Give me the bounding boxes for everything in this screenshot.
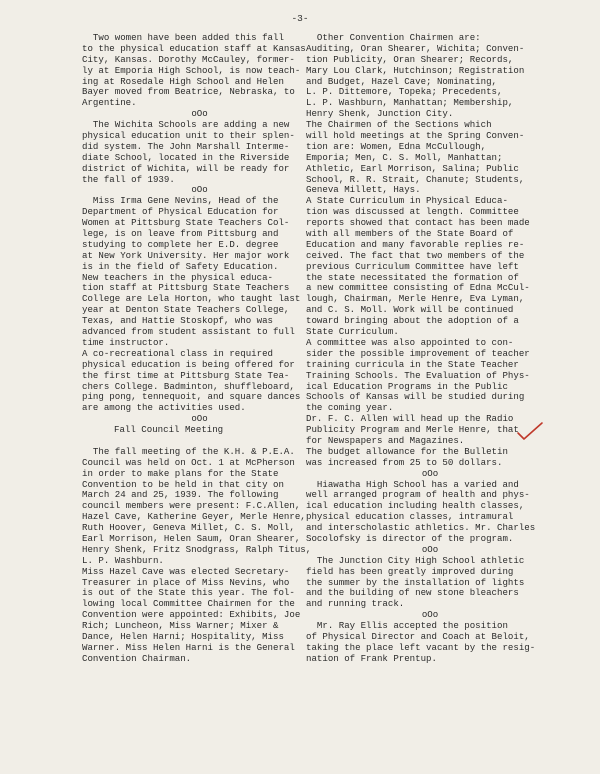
text-line: Schools of Kansas will be studied during (306, 391, 525, 403)
text-line: Miss Irma Gene Nevins, Head of the (82, 195, 279, 207)
right-column (306, 33, 554, 665)
text-line: will hold meetings at the Spring Conven- (306, 130, 525, 142)
text-line: and the building of new stone bleachers (306, 587, 519, 599)
checkmark-annotation-icon (515, 420, 545, 442)
text-line: A committee was also appointed to con- (306, 336, 514, 348)
text-line: toward bringing about the adoption of a (306, 315, 519, 327)
text-line: Department of Physical Education for (82, 206, 279, 218)
text-line: Warner. Miss Helen Harni is the General (82, 641, 295, 653)
text-line: Texas, and Hattie Stoskopf, who was (82, 315, 273, 327)
text-line: lough, Chairman, Merle Henre, Eva Lyman, (306, 293, 525, 305)
text-line: The Chairmen of the Sections which (306, 119, 492, 131)
text-line: are among the activities used. (82, 402, 246, 414)
text-line: Women at Pittsburg State Teachers Col- (82, 217, 290, 229)
text-line: the state necessitated the formation of (306, 271, 519, 283)
text-line: training curricula in the State Teacher (306, 358, 519, 370)
text-line: the coming year. (306, 402, 394, 414)
text-line: Earl Morrison, Helen Saum, Oran Shearer, (82, 532, 301, 544)
text-line: and Budget, Hazel Cave; Nominating, (306, 75, 497, 87)
text-line: City, Kansas. Dorothy McCauley, former- (82, 53, 295, 65)
text-line: in order to make plans for the State (82, 467, 279, 479)
text-line: well arranged program of health and phys- (306, 489, 530, 501)
text-line: Hazel Cave, Katherine Geyer, Merle Henre, (82, 511, 306, 523)
text-line: field has been greatly improved during (306, 565, 514, 577)
paragraph (82, 447, 317, 665)
text-line: Mary Lou Clark, Hutchinson; Registration (306, 64, 525, 76)
text-line: diate School, located in the Riverside (82, 151, 290, 163)
text-line: The Junction City High School athletic (306, 554, 525, 566)
text-line: lege, is on leave from Pittsburg and (82, 228, 279, 240)
text-line: at New York University. Her major work (82, 249, 290, 261)
paragraph (306, 480, 554, 545)
text-line: Other Convention Chairmen are: (306, 32, 481, 43)
section-separator: oOo (421, 609, 439, 621)
text-line: sider the possible improvement of teacher (306, 347, 530, 359)
text-line: taking the place left vacant by the resig- (306, 641, 536, 653)
text-line: Mr. Ray Ellis accepted the position (306, 620, 508, 632)
text-line: and C. S. Moll. Work will be continued (306, 304, 514, 316)
text-line: ceived. The fact that two members of the (306, 249, 525, 261)
text-line: Education and many favorable replies re- (306, 238, 525, 250)
paragraph (306, 556, 554, 610)
text-line: Bayer moved from Beatrice, Nebraska, to (82, 86, 295, 98)
paragraph (82, 33, 317, 109)
page-number: -3- (291, 13, 309, 24)
section-separator: oOo (191, 413, 208, 425)
section-separator: oOo (191, 108, 208, 120)
text-line: Dr. F. C. Allen will head up the Radio (306, 413, 514, 425)
text-line: Athletic, Earl Morrison, Salina; Public (306, 162, 519, 174)
text-line: State Curriculum. (306, 326, 399, 338)
text-line: ical education including health classes, (306, 500, 525, 512)
text-line: tion Publicity, Oran Shearer; Records, (306, 53, 514, 65)
text-line: to the physical education staff at Kansas (82, 42, 306, 54)
text-line: physical education unit to their splen- (82, 130, 295, 142)
text-line: Miss Hazel Cave was elected Secretary- (82, 565, 290, 577)
text-line: time instructor. (82, 336, 170, 348)
text-line: Emporia; Men, C. S. Moll, Manhattan; (306, 151, 503, 163)
text-line: district of Wichita, will be ready for (82, 162, 290, 174)
text-line: the fall of 1939. (82, 173, 175, 185)
text-line: and interscholastic athletics. Mr. Charles (306, 522, 536, 534)
text-line: Dance, Helen Harni; Hospitality, Miss (82, 630, 284, 642)
text-line: A co-recreational class in required (82, 347, 273, 359)
text-line: ical Education Programs in the Public (306, 380, 508, 392)
paragraph (306, 33, 554, 469)
text-line: studying to complete her E.D. degree (82, 238, 279, 250)
text-line: council members were present: F.C.Allen, (82, 500, 301, 512)
text-line: Argentine. (82, 97, 137, 109)
text-line: Convention Chairman. (82, 652, 192, 664)
text-line: a new committee consisting of Edna McCul- (306, 282, 530, 294)
text-line: L. P. Dittemore, Topeka; Precedents, (306, 86, 503, 98)
text-line: reports showed that contact has been made (306, 217, 530, 229)
text-line: New teachers in the physical educa- (82, 271, 273, 283)
text-line: Publicity Program and Merle Henre, that (306, 424, 519, 436)
text-line: A State Curriculum in Physical Educa- (306, 195, 508, 207)
text-line: Training Schools. The Evaluation of Phys- (306, 369, 530, 381)
text-line: for Newspapers and Magazines. (306, 434, 465, 446)
text-line: The Wichita Schools are adding a new (82, 119, 290, 131)
text-line: College are Lela Horton, who taught last (82, 293, 301, 305)
text-line: tion are: Women, Edna McCullough, (306, 140, 487, 152)
section-separator: oOo (421, 543, 439, 555)
section-separator: oOo (421, 467, 439, 479)
text-line: ly at Emporia High School, is now teach- (82, 64, 301, 76)
text-line: nation of Frank Prentup. (306, 652, 437, 664)
text-line: advanced from student assistant to full (82, 326, 295, 338)
left-column (82, 33, 317, 665)
text-line: is in the field of Safety Education. (82, 260, 279, 272)
section-heading: Fall Council Meeting (114, 424, 224, 436)
text-line: March 24 and 25, 1939. The following (82, 489, 279, 501)
text-line: chers College. Badminton, shuffleboard, (82, 380, 295, 392)
text-line: Council was held on Oct. 1 at McPherson (82, 456, 295, 468)
text-line: Hiawatha High School has a varied and (306, 478, 519, 490)
text-line: ping pong, tennequoit, and square dances (82, 391, 301, 403)
text-line: Two women have been added this fall (82, 32, 284, 43)
text-line: lowing local Committee Chairmen for the (82, 598, 295, 610)
text-line: L. P. Washburn. (82, 554, 164, 566)
text-line: physical education classes, intramural (306, 511, 514, 523)
text-line: Henry Shenk, Junction City. (306, 108, 454, 120)
text-line: Henry Shenk, Fritz Snodgrass, Ralph Titus, (82, 543, 312, 555)
text-line: and running track. (306, 598, 405, 610)
text-line: Convention were appointed: Exhibits, Joe (82, 609, 301, 621)
text-line: Convention to be held in that city on (82, 478, 284, 490)
text-line: L. P. Washburn, Manhattan; Membership, (306, 97, 514, 109)
text-line: physical education is being offered for (82, 358, 295, 370)
text-line: year at Denton State Teachers College, (82, 304, 290, 316)
section-separator: oOo (191, 184, 208, 196)
text-line: tion staff at Pittsburg State Teachers (82, 282, 290, 294)
text-line: did system. The John Marshall Interme- (82, 140, 290, 152)
paragraph (82, 425, 317, 436)
text-line: The budget allowance for the Bulletin (306, 445, 508, 457)
text-line: Socolofsky is director of the program. (306, 532, 514, 544)
text-line: The fall meeting of the K.H. & P.E.A. (82, 445, 295, 457)
text-line: Auditing, Oran Shearer, Wichita; Conven- (306, 42, 525, 54)
paragraph (306, 621, 554, 665)
text-line: of Physical Director and Coach at Beloit, (306, 630, 530, 642)
text-line: previous Curriculum Committee have left (306, 260, 519, 272)
text-line: Treasurer in place of Miss Nevins, who (82, 576, 290, 588)
paragraph (82, 196, 317, 414)
text-line: is out of the State this year. The fol- (82, 587, 295, 599)
text-line: Ruth Hoover, Geneva Millet, C. S. Moll, (82, 522, 295, 534)
text-line: was increased from 25 to 50 dollars. (306, 456, 503, 468)
paragraph (82, 120, 317, 185)
text-line: School, R. R. Strait, Chanute; Students, (306, 173, 525, 185)
text-line: Rich; Luncheon, Miss Warner; Mixer & (82, 620, 279, 632)
text-line: the summer by the installation of lights (306, 576, 525, 588)
text-line: the first time at Pittsburg State Tea- (82, 369, 290, 381)
text-line: with all members of the State Board of (306, 228, 514, 240)
text-line: ing at Rosedale High School and Helen (82, 75, 284, 87)
text-line: tion was discussed at length. Committee (306, 206, 519, 218)
text-line: Geneva Millett, Hays. (306, 184, 421, 196)
